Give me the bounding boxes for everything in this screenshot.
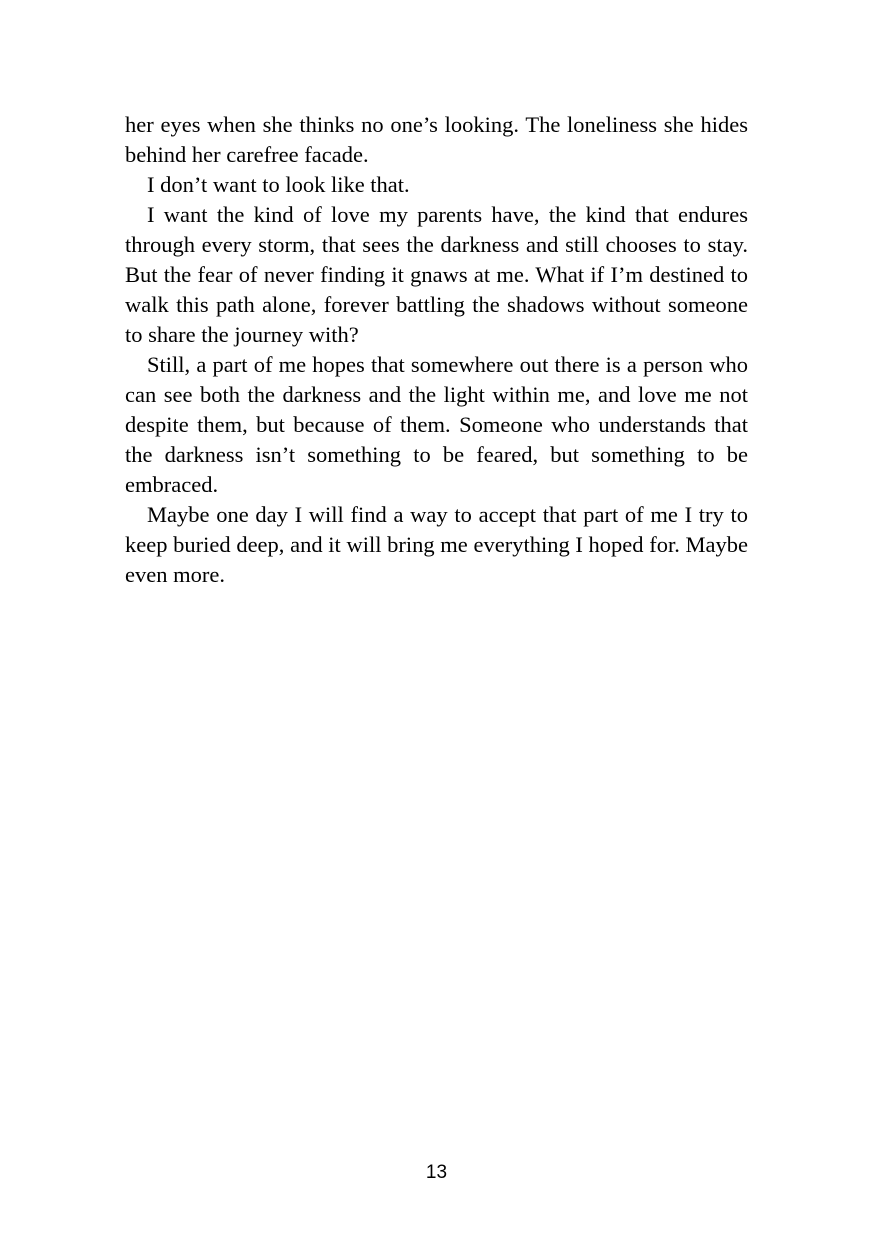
paragraph-continued: her eyes when she thinks no one’s looking. The loneliness she hides behind her carefree facade. — [125, 112, 748, 167]
page-number: 13 — [425, 1162, 448, 1183]
paragraph: I want the kind of love my parents have, the kind that endures through every storm, that sees the darkness and still chooses to stay. But the fear of never finding it gnaws at me. What if I’m destined to walk this path alone, forever battling the shadows without someone to share the journey with? — [125, 202, 748, 347]
paragraph: I don’t want to look like that. — [147, 172, 410, 197]
body-text — [125, 110, 748, 590]
paragraph: Still, a part of me hopes that somewhere out there is a person who can see both the darkness and the light within me, and love me not despite them, but because of them. Someone who understands that the darkness isn’t something to be feared, but something to be embraced. — [125, 352, 748, 497]
paragraph: Maybe one day I will find a way to accept that part of me I try to keep buried deep, and it will bring me everything I hoped for. Maybe even more. — [125, 502, 748, 587]
